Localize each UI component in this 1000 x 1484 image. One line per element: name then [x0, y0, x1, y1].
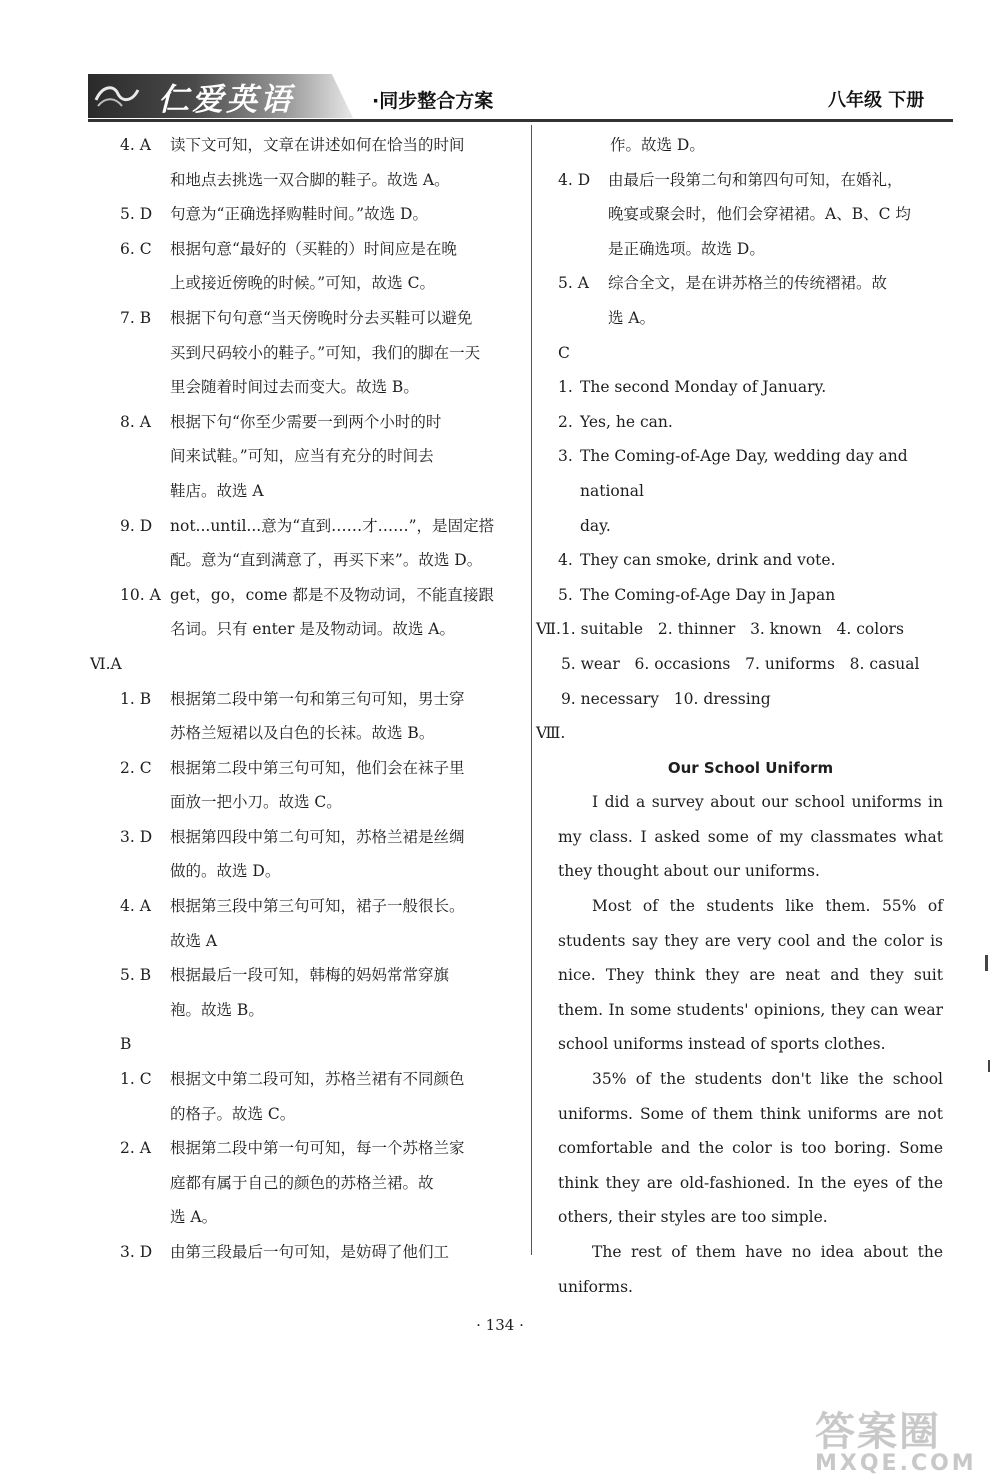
essay-paragraph: [558, 1235, 943, 1304]
explanation-line: 苏格兰短裙以及白色的长袜。故选 B。: [170, 724, 435, 743]
answer-item: [558, 266, 943, 335]
answer-item: [120, 1062, 505, 1131]
answer-explanation: [170, 128, 505, 197]
section-heading: Ⅶ.: [536, 620, 561, 639]
explanation-line: 里会随着时间过去而变大。故选 B。: [170, 378, 419, 397]
answer-explanation: [170, 751, 505, 820]
answer-text: [580, 439, 943, 543]
explanation-line: 句意为“正确选择购鞋时间。”故选 D。: [170, 205, 428, 224]
answer-text: [580, 370, 943, 405]
watermark: [815, 1400, 990, 1480]
explanation-line: not...until...意为“直到……才……”，是固定搭: [170, 516, 495, 535]
answer-number: 4.: [558, 551, 573, 570]
explanation-line: 根据文中第二段可知，苏格兰裙有不同颜色: [170, 1070, 465, 1089]
answer-number: 4. D: [558, 170, 591, 189]
explanation-line: 选 A。: [170, 1208, 218, 1227]
explanation-line: 根据下句“你至少需要一到两个小时的时: [170, 412, 442, 431]
explanation-line: 根据第二段中第三句可知，他们会在袜子里: [170, 758, 465, 777]
answer-explanation: [170, 820, 505, 889]
answer-item: [120, 301, 505, 405]
subsection-heading: C: [558, 343, 570, 362]
essay-text: The rest of them have no idea about the uniforms.: [558, 1243, 943, 1296]
answer-item: [558, 439, 943, 543]
explanation-line: 上或接近傍晚的时候。”可知，故选 C。: [170, 274, 435, 293]
answer-explanation: [170, 509, 505, 578]
essay-text: 35% of the students don't like the school uniforms. Some of them think uniforms are not comfortable and the color is too boring. Some think they are old-fashioned. In the eyes of the others, their styles are too simple.: [558, 1070, 943, 1227]
essay-paragraph: [558, 1062, 943, 1235]
answer-line: day.: [580, 516, 611, 535]
answer-number: 3.: [558, 447, 573, 466]
explanation-line: 故选 A: [170, 931, 218, 950]
section-heading: Ⅵ.A: [90, 654, 122, 673]
header-rule: [88, 119, 953, 122]
answer-text: [580, 578, 943, 613]
answer-explanation: [170, 197, 505, 232]
answer-number: 5. B: [120, 966, 152, 985]
answer-explanation: [170, 1131, 505, 1235]
explanation-line: 由最后一段第二句和第四句可知，在婚礼，: [608, 170, 903, 189]
answer-number: 1. C: [120, 1070, 152, 1089]
explanation-line: 晚宴或聚会时，他们会穿裙裙。A、B、C 均: [608, 205, 911, 224]
answer-explanation: [608, 266, 943, 335]
answer-explanation: [170, 405, 505, 509]
margin-mark: [988, 1060, 990, 1072]
answer-item: [120, 509, 505, 578]
explanation-line: 根据最后一段可知，韩梅的妈妈常常穿旗: [170, 966, 450, 985]
answer-item: [120, 128, 505, 197]
answer-item: [120, 682, 505, 751]
answer-number: 5. D: [120, 205, 153, 224]
explanation-line: 综合全文，是在讲苏格兰的传统褶裙。故: [608, 274, 888, 293]
section-vii: [536, 612, 943, 716]
continued-line: 作。故选 D。: [610, 136, 705, 154]
explanation-line: 和地点去挑选一双合脚的鞋子。故选 A。: [170, 170, 450, 189]
answer-number: 8. A: [120, 412, 151, 431]
watermark-top: 答案圈: [815, 1409, 941, 1455]
answer-number: 4. A: [120, 136, 151, 154]
essay-text: Most of the students like them. 55% of students say they are very cool and the color is nice. They think they are neat and they suit them. In some students' opinions, they can wear school uniforms instead of sports clothes.: [558, 897, 943, 1054]
explanation-line: 根据句意“最好的（买鞋的）时间应是在晚: [170, 239, 457, 258]
explanation-line: 的格子。故选 C。: [170, 1104, 296, 1123]
answer-item: [558, 543, 943, 578]
answer-number: 10. A: [120, 585, 161, 604]
answer-number: 1.: [558, 378, 573, 397]
answer-number: 5.: [558, 585, 573, 604]
explanation-line: 鞋店。故选 A: [170, 481, 264, 500]
answer-number: 2. C: [120, 758, 152, 777]
essay-text: I did a survey about our school uniforms in my class. I asked some of my classmates what they thought about our uniforms.: [558, 793, 943, 881]
explanation-line: 面放一把小刀。故选 C。: [170, 793, 342, 812]
explanation-line: 是正确选项。故选 D。: [608, 239, 765, 258]
explanation-line: 名词。只有 enter 是及物动词。故选 A。: [170, 620, 455, 639]
answer-item: [120, 1131, 505, 1235]
answer-text: [580, 543, 943, 578]
answer-explanation: [170, 301, 505, 405]
right-column: [536, 128, 943, 1304]
answer-number: 5. A: [558, 274, 589, 293]
answer-item: [120, 958, 505, 1027]
explanation-line: 庭都有属于自己的颜色的苏格兰裙。故: [170, 1173, 434, 1192]
answer-item: [120, 1235, 505, 1270]
answer-item: [120, 232, 505, 301]
vocabulary-answers: [561, 612, 943, 716]
answer-number: 2. A: [120, 1139, 151, 1158]
answer-line: The Coming-of-Age Day, wedding day and national: [580, 447, 908, 500]
explanation-line: 根据第三段中第三句可知，裙子一般很长。: [170, 897, 465, 916]
explanation-line: 间来试鞋。”可知，应当有充分的时间去: [170, 447, 434, 466]
answer-item: [120, 820, 505, 889]
answer-item: [120, 578, 505, 647]
left-column: [90, 128, 505, 1270]
essay-title: Our School Uniform: [667, 758, 834, 777]
vocabulary-line: 1. suitable 2. thinner 3. known 4. colors: [560, 620, 904, 639]
brand-title: 仁爱英语: [158, 82, 294, 118]
vocabulary-line: 9. necessary 10. dressing: [560, 689, 771, 708]
answer-item: [120, 197, 505, 232]
answer-number: 7. B: [120, 308, 152, 327]
answer-item: [558, 578, 943, 613]
subsection-heading: B: [120, 1035, 132, 1054]
answer-explanation: [170, 232, 505, 301]
answer-number: 3. D: [120, 827, 153, 846]
answer-item: [558, 370, 943, 405]
answer-line: Yes, he can.: [580, 412, 673, 431]
explanation-line: 选 A。: [608, 308, 656, 327]
answer-number: 3. D: [120, 1243, 153, 1261]
answer-item: [120, 405, 505, 509]
answer-number: 4. A: [120, 897, 151, 916]
answer-number: 1. B: [120, 689, 152, 708]
answer-explanation: [170, 1062, 505, 1131]
answer-number: 9. D: [120, 516, 153, 535]
answer-number: 6. C: [120, 239, 152, 258]
explanation-line: get，go，come 都是不及物动词，不能直接跟: [170, 585, 494, 604]
explanation-line: 袍。故选 B。: [170, 1000, 264, 1019]
explanation-line: 买到尺码较小的鞋子。”可知，我们的脚在一天: [170, 343, 481, 362]
answer-text: [580, 405, 943, 440]
margin-mark: [985, 955, 988, 971]
explanation-line: 根据第二段中第一句可知，每一个苏格兰家: [170, 1139, 465, 1158]
answer-explanation: [170, 578, 505, 647]
answer-line: They can smoke, drink and vote.: [580, 551, 836, 570]
answer-explanation: [170, 889, 505, 958]
answer-explanation: [608, 163, 943, 267]
column-divider: [531, 125, 532, 1255]
explanation-line: 根据第二段中第一句和第三句可知，男士穿: [170, 689, 465, 708]
essay-paragraph: [558, 785, 943, 889]
answer-item: [120, 889, 505, 958]
answer-line: The Coming-of-Age Day in Japan: [580, 585, 836, 604]
series-subtitle: ·同步整合方案: [372, 90, 494, 112]
answer-line: The second Monday of January.: [580, 378, 827, 397]
logo-icon: [92, 80, 142, 112]
grade-label: 八年级 下册: [828, 90, 925, 111]
essay-paragraph: [558, 889, 943, 1062]
answer-item: [558, 163, 943, 267]
explanation-line: 根据第四段中第二句可知，苏格兰裙是丝绸: [170, 827, 465, 846]
explanation-line: 做的。故选 D。: [170, 862, 281, 881]
explanation-line: 根据下句句意“当天傍晚时分去买鞋可以避免: [170, 308, 473, 327]
answer-item: [558, 405, 943, 440]
answer-explanation: [170, 682, 505, 751]
watermark-bottom: MXQE.COM: [815, 1451, 977, 1476]
explanation-line: 配。意为“直到满意了，再买下来”。故选 D。: [170, 551, 483, 570]
section-heading: Ⅷ.: [536, 724, 566, 743]
explanation-line: 读下文可知，文章在讲述如何在恰当的时间: [170, 136, 465, 154]
answer-explanation: [170, 1235, 505, 1270]
vocabulary-line: 5. wear 6. occasions 7. uniforms 8. casual: [560, 654, 920, 673]
answer-number: 2.: [558, 412, 573, 431]
answer-explanation: [170, 958, 505, 1027]
page-number: · 134 ·: [476, 1316, 524, 1334]
explanation-line: 由第三段最后一句可知，是妨碍了他们工: [170, 1243, 450, 1261]
page-header: [0, 0, 1000, 125]
answer-item: [120, 751, 505, 820]
